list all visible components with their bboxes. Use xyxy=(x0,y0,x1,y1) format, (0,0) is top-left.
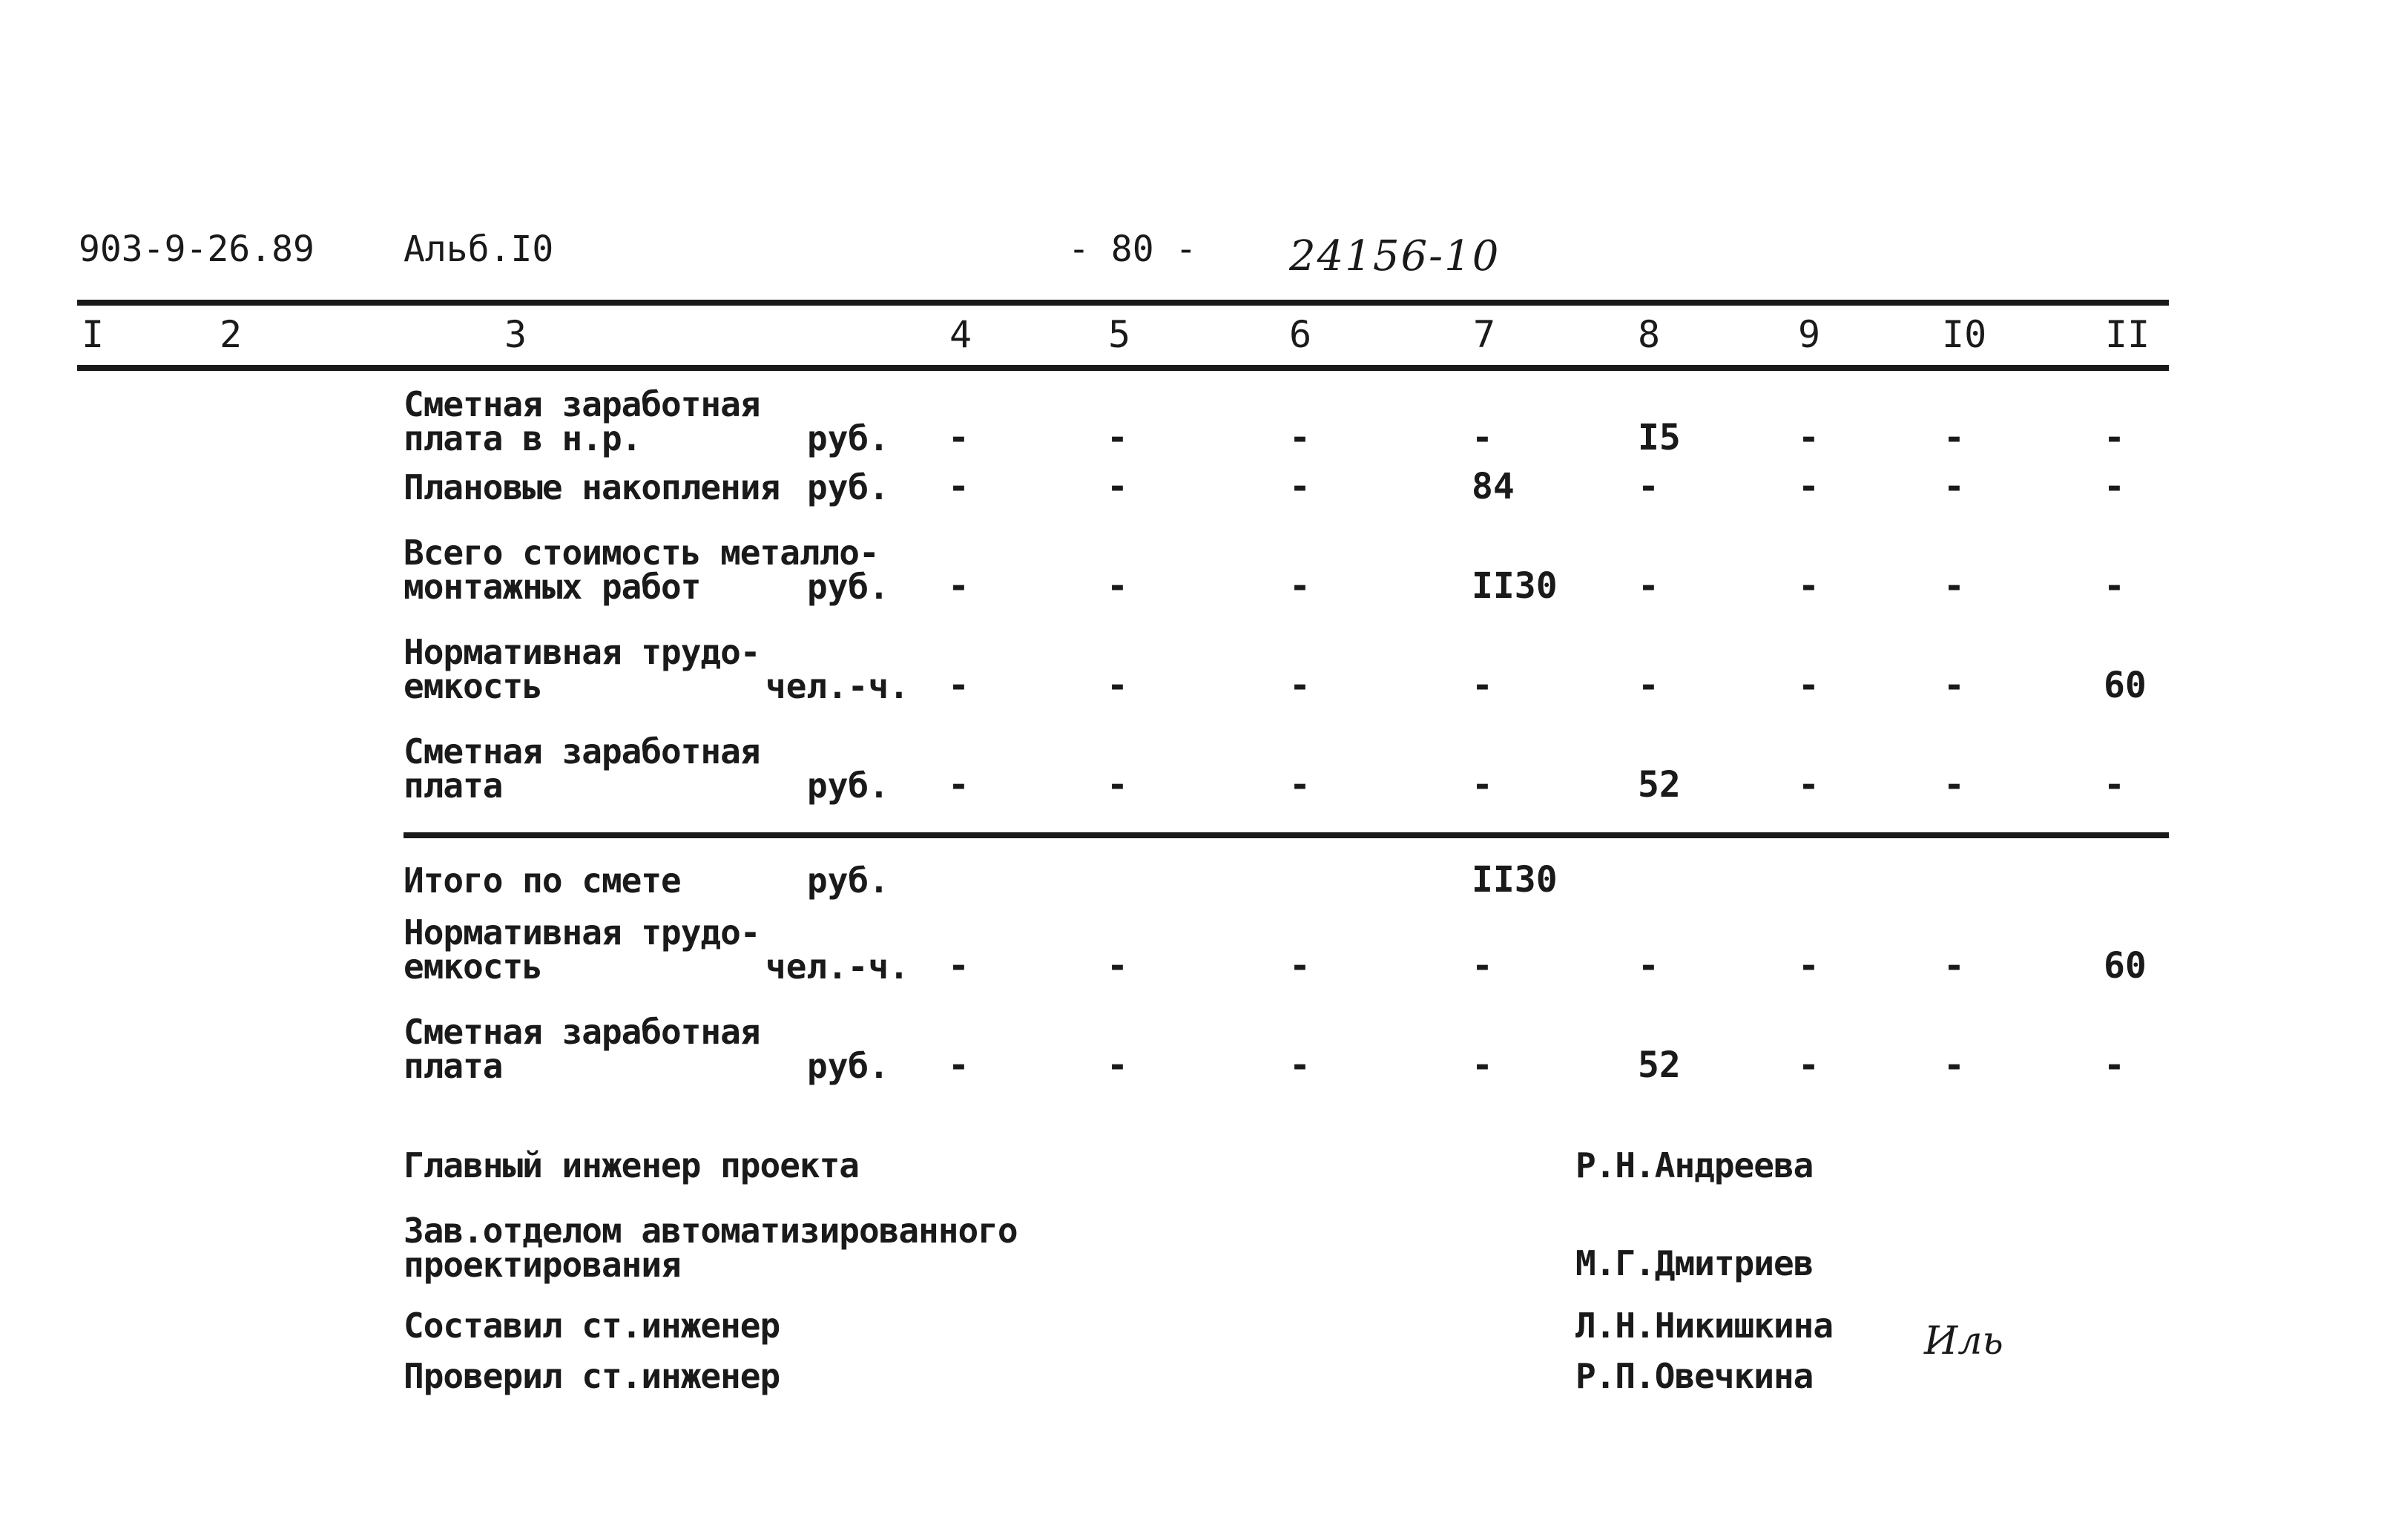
cell-col4: - xyxy=(948,665,969,706)
cell-col4: - xyxy=(948,565,969,607)
row-label-cont: плата xyxy=(404,1046,503,1086)
cell-col4: - xyxy=(948,417,969,458)
cell-col5: - xyxy=(1107,764,1128,806)
column-header-2: 2 xyxy=(220,313,243,356)
column-header-3: 3 xyxy=(504,313,527,356)
cell-col5: - xyxy=(1107,417,1128,458)
row-label-cont: плата в н.р. xyxy=(404,418,642,458)
column-header-4: 4 xyxy=(949,313,972,356)
signature-name: М.Г.Дмитриев xyxy=(1575,1243,1814,1283)
cell-col10: - xyxy=(1943,1044,1965,1086)
cell-col4: - xyxy=(948,1044,969,1086)
cell-col9: - xyxy=(1798,945,1819,987)
row-unit: руб. xyxy=(807,418,889,458)
cell-col6: - xyxy=(1289,466,1311,507)
cell-col7: - xyxy=(1472,945,1493,987)
cell-col9: - xyxy=(1798,764,1819,806)
cell-col5: - xyxy=(1107,565,1128,607)
cell-col7: - xyxy=(1472,417,1493,458)
row-label: Всего стоимость металло- xyxy=(404,533,879,573)
row-label-cont: плата xyxy=(404,766,503,806)
section-divider-rule xyxy=(404,832,2169,838)
cell-col9: - xyxy=(1798,417,1819,458)
signature-role: Зав.отделом автоматизированного xyxy=(404,1211,1018,1251)
row-label: Нормативная трудо- xyxy=(404,632,760,672)
cell-col6: - xyxy=(1289,417,1311,458)
row-label-cont: монтажных работ xyxy=(404,567,701,607)
cell-col11: - xyxy=(2104,1044,2125,1086)
cell-col6: - xyxy=(1289,565,1311,607)
cell-col11: - xyxy=(2104,764,2125,806)
top-rule xyxy=(77,300,2169,306)
handwritten-reference: 24156-10 xyxy=(1289,232,1501,280)
header-bottom-rule xyxy=(77,365,2169,371)
signature-name: Р.П.Овечкина xyxy=(1575,1356,1814,1396)
row-label: Нормативная трудо- xyxy=(404,912,760,952)
cell-col4: - xyxy=(948,764,969,806)
cell-col5: - xyxy=(1107,945,1128,987)
column-header-10: I0 xyxy=(1942,313,1987,356)
cell-col8: - xyxy=(1638,665,1659,706)
column-header-9: 9 xyxy=(1798,313,1821,356)
column-header-11: II xyxy=(2105,313,2150,356)
cell-col9: - xyxy=(1798,565,1819,607)
column-header-5: 5 xyxy=(1108,313,1131,356)
cell-col9: - xyxy=(1798,466,1819,507)
row-label: Сметная заработная xyxy=(404,384,760,424)
cell-col5: - xyxy=(1107,665,1128,706)
cell-col10: - xyxy=(1943,665,1965,706)
cell-col10: - xyxy=(1943,417,1965,458)
row-label: Сметная заработная xyxy=(404,731,760,771)
cell-col7: 84 xyxy=(1472,466,1515,507)
column-header-7: 7 xyxy=(1473,313,1496,356)
row-label-cont: емкость xyxy=(404,947,542,987)
cell-col10: - xyxy=(1943,945,1965,987)
column-header-8: 8 xyxy=(1638,313,1661,356)
cell-col5: - xyxy=(1107,466,1128,507)
cell-col6: - xyxy=(1289,945,1311,987)
row-unit: чел.-ч. xyxy=(765,947,909,987)
signature-role: Проверил ст.инженер xyxy=(404,1356,780,1396)
row-unit: чел.-ч. xyxy=(765,666,909,706)
cell-col9: - xyxy=(1798,1044,1819,1086)
signature-role: Составил ст.инженер xyxy=(404,1306,780,1346)
cell-col10: - xyxy=(1943,764,1965,806)
cell-col6: - xyxy=(1289,665,1311,706)
cell-col5: - xyxy=(1107,1044,1128,1086)
cell-col7: - xyxy=(1472,1044,1493,1086)
cell-col11: 60 xyxy=(2104,665,2147,706)
row-label-cont: емкость xyxy=(404,666,542,706)
cell-col8: 52 xyxy=(1638,764,1681,806)
cell-col8: 52 xyxy=(1638,1044,1681,1086)
cell-col8: I5 xyxy=(1638,417,1681,458)
cell-col11: - xyxy=(2104,565,2125,607)
cell-col6: - xyxy=(1289,1044,1311,1086)
column-header-1: I xyxy=(82,313,105,356)
signature-role-cont: проектирования xyxy=(404,1245,681,1285)
row-unit: руб. xyxy=(807,1046,889,1086)
row-label: Сметная заработная xyxy=(404,1012,760,1052)
cell-col8: - xyxy=(1638,466,1659,507)
cell-col8: - xyxy=(1638,945,1659,987)
row-unit: руб. xyxy=(807,861,889,901)
cell-col7: II30 xyxy=(1472,859,1558,901)
cell-col8: - xyxy=(1638,565,1659,607)
cell-col4: - xyxy=(948,945,969,987)
cell-col11: - xyxy=(2104,466,2125,507)
cell-col10: - xyxy=(1943,565,1965,607)
cell-col7: - xyxy=(1472,665,1493,706)
cell-col10: - xyxy=(1943,466,1965,507)
page-number: - 80 - xyxy=(1068,228,1197,270)
row-label: Итого по смете xyxy=(404,861,681,901)
album-number: Альб.I0 xyxy=(404,228,554,270)
row-unit: руб. xyxy=(807,467,889,507)
cell-col4: - xyxy=(948,466,969,507)
row-label: Плановые накопления xyxy=(404,467,780,507)
cell-col7: - xyxy=(1472,764,1493,806)
cell-col7: II30 xyxy=(1472,565,1558,607)
signature-role: Главный инженер проекта xyxy=(404,1145,859,1185)
handwritten-initials: Иль xyxy=(1924,1319,2003,1363)
signature-name: Р.Н.Андреева xyxy=(1575,1145,1814,1185)
cell-col6: - xyxy=(1289,764,1311,806)
document-code: 903-9-26.89 xyxy=(79,228,314,270)
signature-name: Л.Н.Никишкина xyxy=(1575,1306,1834,1346)
cell-col11: - xyxy=(2104,417,2125,458)
column-header-6: 6 xyxy=(1289,313,1312,356)
row-unit: руб. xyxy=(807,766,889,806)
cell-col11: 60 xyxy=(2104,945,2147,987)
cell-col9: - xyxy=(1798,665,1819,706)
row-unit: руб. xyxy=(807,567,889,607)
